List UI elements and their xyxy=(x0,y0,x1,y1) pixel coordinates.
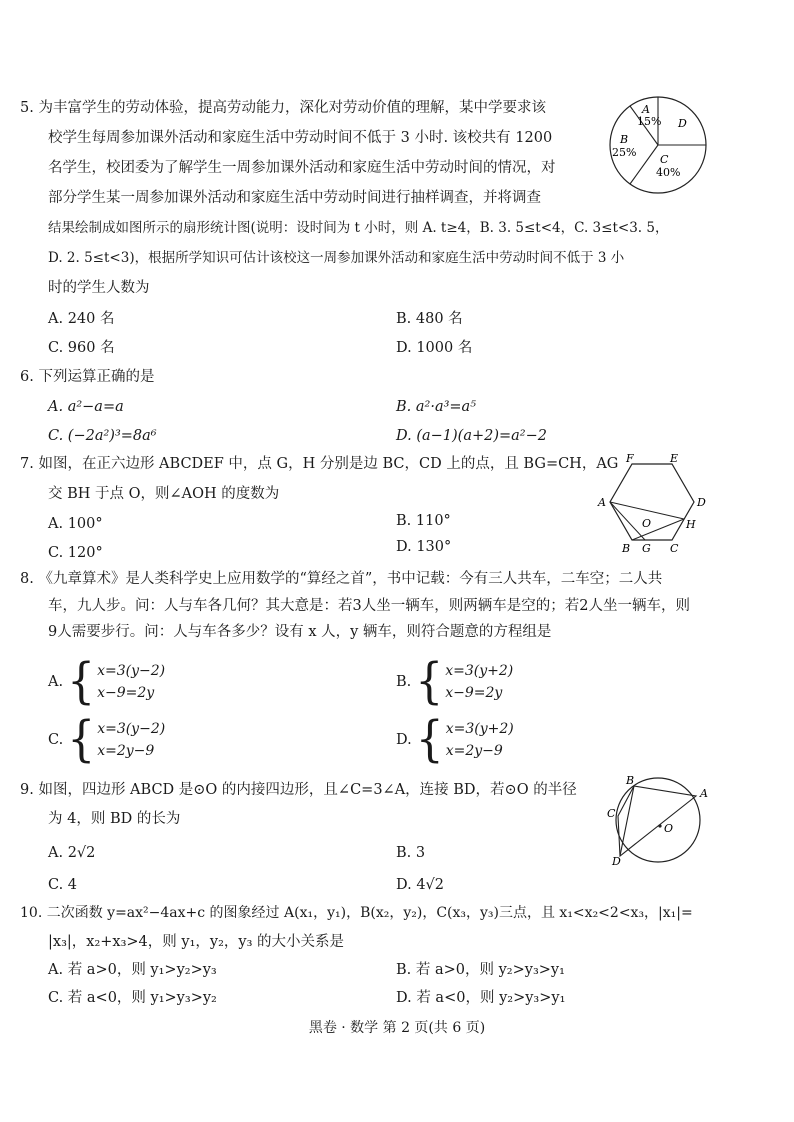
q7-label-b: B xyxy=(622,542,631,555)
q8-option-d[interactable] xyxy=(396,711,514,768)
q6-option-a[interactable]: A. a²−a=a xyxy=(48,399,124,415)
q7-label-a: A xyxy=(598,496,606,509)
q7-label-g: G xyxy=(642,542,651,555)
q5-line-2: 校学生每周参加课外活动和家庭生活中劳动时间不低于 3 小时. 该校共有 1200 xyxy=(48,130,553,146)
q9-circle-figure xyxy=(600,774,712,866)
q7-line-2: 交 BH 于点 O，则∠AOH 的度数为 xyxy=(48,486,280,502)
q8-line-3: 9人需要步行。问：人与车各多少？设有 x 人，y 辆车，则符合题意的方程组是 xyxy=(48,624,552,640)
q6-option-c[interactable]: C. (−2a²)³=8a⁶ xyxy=(48,428,157,444)
q5-line-7: 时的学生人数为 xyxy=(48,280,150,296)
q9-line-2: 为 4，则 BD 的长为 xyxy=(48,811,181,827)
q9-label-c: C xyxy=(607,807,616,820)
pie-label-b: B xyxy=(620,133,629,146)
q8-option-d-eq2: x=2y−9 xyxy=(445,743,503,759)
q10-line-1: 10. 二次函数 y=ax²−4ax+c 的图象经过 A(x₁，y₁)，B(x₂，y₂)，C(x₃，y₃)三点，且 x₁<x₂<2<x₃，|x₁|= xyxy=(20,905,693,921)
q8-option-c-eq2: x=2y−9 xyxy=(97,743,155,759)
q6-option-d[interactable]: D. (a−1)(a+2)=a²−2 xyxy=(396,428,547,444)
page-footer: 黑卷 · 数学 第 2 页(共 6 页) xyxy=(308,1020,486,1036)
q7-label-f: F xyxy=(626,452,634,465)
q8-option-c[interactable] xyxy=(48,711,166,768)
q8-option-b-label: B. xyxy=(396,674,412,690)
q8-line-1: 8. 《九章算术》是人类科学史上应用数学的“算经之首”，书中记载：今有三人共车，二车空；二人共 xyxy=(20,571,663,587)
q5-line-4: 部分学生某一周参加课外活动和家庭生活中劳动时间进行抽样调查，并将调查 xyxy=(48,190,541,206)
q10-option-b[interactable]: B. 若 a>0，则 y₂>y₃>y₁ xyxy=(396,962,565,978)
q8-line-2: 车，九人步。问：人与车各几何？其大意是：若3人坐一辆车，则两辆车是空的；若2人坐一辆车，则 xyxy=(48,598,690,614)
q9-label-b: B xyxy=(626,774,635,787)
q8-option-b[interactable] xyxy=(396,653,514,710)
q7-line-1: 7. 如图，在正六边形 ABCDEF 中，点 G，H 分别是边 BC，CD 上的点，且 BG=CH，AG xyxy=(20,456,619,472)
q8-option-a-eq1: x=3(y−2) xyxy=(97,663,166,679)
q10-line-2: |x₃|，x₂+x₃>4，则 y₁，y₂，y₃ 的大小关系是 xyxy=(48,934,344,950)
left-brace-icon: { xyxy=(67,711,96,768)
q8-option-d-label: D. xyxy=(396,732,412,748)
pie-pct-c: 40% xyxy=(656,166,681,179)
q7-hexagon-figure xyxy=(590,450,720,556)
q7-option-d[interactable]: D. 130° xyxy=(396,539,452,555)
q8-option-c-label: C. xyxy=(48,732,64,748)
q9-label-d: D xyxy=(612,855,621,866)
q7-label-d: D xyxy=(697,496,706,509)
q9-label-a: A xyxy=(700,787,708,800)
q7-label-e: E xyxy=(670,452,679,465)
q5-line-6: D. 2. 5≤t<3)，根据所学知识可估计该校这一周参加课外活动和家庭生活中劳动时间不低于 3 小 xyxy=(48,250,625,266)
q7-option-c[interactable]: C. 120° xyxy=(48,545,103,561)
q5-pie-chart xyxy=(606,93,710,197)
left-brace-icon: { xyxy=(415,711,444,768)
q7-label-o: O xyxy=(642,517,652,530)
left-brace-icon: { xyxy=(415,653,444,710)
q8-option-b-eq2: x−9=2y xyxy=(445,685,503,701)
q6-stem: 6. 下列运算正确的是 xyxy=(20,369,155,385)
q9-label-o: O xyxy=(664,822,674,835)
q9-option-b[interactable]: B. 3 xyxy=(396,845,426,861)
q8-option-a-eq2: x−9=2y xyxy=(97,685,155,701)
pie-label-c: C xyxy=(660,153,669,166)
q8-option-d-eq1: x=3(y+2) xyxy=(445,721,514,737)
q5-option-c[interactable]: C. 960 名 xyxy=(48,340,115,356)
pie-pct-a: 15% xyxy=(637,115,662,128)
q9-line-1: 9. 如图，四边形 ABCD 是⊙O 的内接四边形，且∠C=3∠A，连接 BD，若⊙O 的半径 xyxy=(20,782,577,798)
q7-label-h: H xyxy=(686,518,696,531)
q9-option-d[interactable]: D. 4√2 xyxy=(396,877,445,893)
q8-option-a[interactable] xyxy=(48,653,166,710)
q9-option-a[interactable]: A. 2√2 xyxy=(48,845,96,861)
q5-line-3: 名学生，校团委为了解学生一周参加课外活动和家庭生活中劳动时间的情况，对 xyxy=(48,160,556,176)
q8-option-b-eq1: x=3(y+2) xyxy=(445,663,514,679)
left-brace-icon: { xyxy=(67,653,96,710)
q8-option-c-eq1: x=3(y−2) xyxy=(97,721,166,737)
q5-option-d[interactable]: D. 1000 名 xyxy=(396,340,473,356)
q9-option-c[interactable]: C. 4 xyxy=(48,877,78,893)
q5-option-b[interactable]: B. 480 名 xyxy=(396,311,463,327)
q10-option-a[interactable]: A. 若 a>0，则 y₁>y₂>y₃ xyxy=(48,962,217,978)
q8-option-a-label: A. xyxy=(48,674,64,690)
q7-label-c: C xyxy=(670,542,679,555)
q5-line-5: 结果绘制成如图所示的扇形统计图(说明：设时间为 t 小时，则 A. t≥4，B. 3. 5≤t<4，C. 3≤t<3. 5， xyxy=(48,220,669,236)
pie-label-d: D xyxy=(678,117,687,130)
pie-label-a: A xyxy=(642,103,650,116)
q7-option-b[interactable]: B. 110° xyxy=(396,513,451,529)
q6-option-b[interactable]: B. a²·a³=a⁵ xyxy=(396,399,477,415)
q5-line-1: 5. 为丰富学生的劳动体验，提高劳动能力，深化对劳动价值的理解，某中学要求该 xyxy=(20,100,546,116)
q7-option-a[interactable]: A. 100° xyxy=(48,516,103,532)
q10-option-d[interactable]: D. 若 a<0，则 y₂>y₃>y₁ xyxy=(396,990,566,1006)
pie-pct-b: 25% xyxy=(612,146,637,159)
q10-option-c[interactable]: C. 若 a<0，则 y₁>y₃>y₂ xyxy=(48,990,217,1006)
q5-option-a[interactable]: A. 240 名 xyxy=(48,311,115,327)
